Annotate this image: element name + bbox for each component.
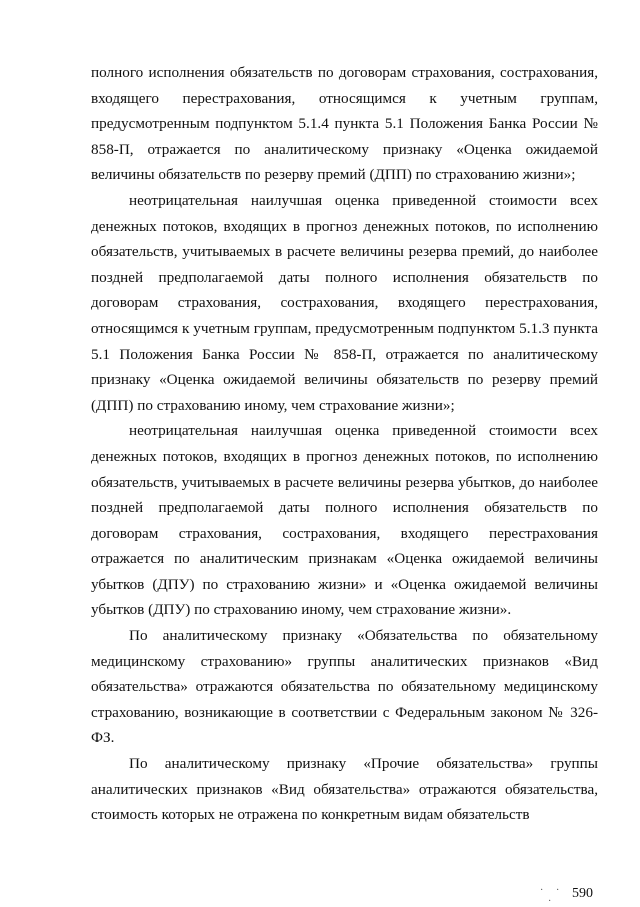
paragraph-5: По аналитическому признаку «Прочие обязательства» группы аналитических признаков «Вид обязательства» отражаются обязательства, стоимость которых не отражена по конкретным видам обязательств — [91, 755, 598, 824]
paragraph-1: полного исполнения обязательств по договорам страхования, сострахования, входящего перестрахования, относящимся к учетным группам, предусмотренным подпунктом 5.1.4 пункта 5.1 Положения Банка России № 858-П, отражается по аналитическому признаку «Оценка ожидаемой величины обязательств по резерву премий (ДПП) по страхованию жизни»; — [91, 64, 598, 184]
scan-speck: · — [540, 885, 544, 896]
page-number: 590 — [572, 886, 593, 901]
document-body — [91, 60, 598, 828]
scan-speck: · — [556, 885, 560, 896]
paragraph-3: неотрицательная наилучшая оценка приведенной стоимости всех денежных потоков, входящих в прогноз денежных потоков, по исполнению обязательств, учитываемых в расчете величины резерва убытков, до наиболее поздней предполагаемой даты полного исполнения обязательств по договорам страхования, сострахования, входящего перестрахования отражается по аналитическим признакам «Оценка ожидаемой величины убытков (ДПУ) по страхованию жизни» и «Оценка ожидаемой величины убытков (ДПУ) по страхованию иному, чем страхование жизни». — [91, 422, 598, 619]
paragraph-4: По аналитическому признаку «Обязательства по обязательному медицинскому страхованию» группы аналитических признаков «Вид обязательства» отражаются обязательства по обязательному медицинскому страхованию, возникающие в соответствии с Федеральным законом № 326-ФЗ. — [91, 627, 598, 747]
scan-speck: · — [548, 896, 552, 907]
paragraph-2: неотрицательная наилучшая оценка приведенной стоимости всех денежных потоков, входящих в прогноз денежных потоков, по исполнению обязательств, учитываемых в расчете величины резерва премий, до наиболее поздней предполагаемой даты полного исполнения обязательств по договорам страхования, сострахования, входящего перестрахования, относящимся к учетным группам, предусмотренным подпунктом 5.1.3 пункта 5.1 Положения Банка России № 858-П, отражается по аналитическому признаку «Оценка ожидаемой величины обязательств по резерву премий (ДПП) по страхованию иному, чем страхование жизни»; — [91, 191, 598, 414]
